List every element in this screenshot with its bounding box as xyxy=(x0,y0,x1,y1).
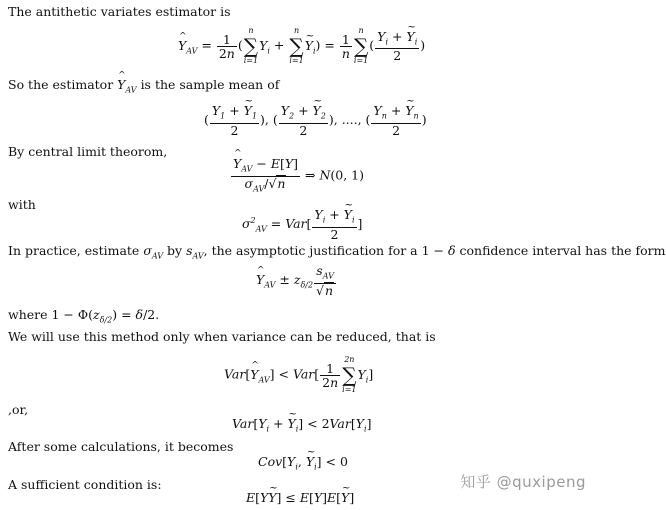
equation-estimator: ^ $Y_{AV}$ = $\frac{1}{2n}$ ( n ∑ i=1 $Y_i$ + n ∑ i=1 ~ $Y_i$) = $\frac{1}{n}$ n ∑ i=1 ( $\frac{Y_i + \sim Y_i}{2}$ ) xyxy=(178,26,425,66)
equation-var-sum: $Var[Y_i$ + ~ $Y_i] < 2Var[Y_i]$ xyxy=(232,417,371,437)
text-where: where $1 - \Phi(z_{\delta/2}) = \delta/2$. xyxy=(8,307,160,325)
text-variance-reduction: We will use this method only when variance can be reduced, that is xyxy=(8,329,436,344)
text-confidence-interval: In practice, estimate $\sigma_{AV}$ by $s_{AV}$, the asymptotic justification for a 1 − δ confidence interval has the form xyxy=(8,243,666,261)
equation-interval: ^ $Y_{AV} \pm z_{\delta/2}$ $\frac{s_{AV}}{√n}$ xyxy=(256,264,337,297)
text-sufficient: A sufficient condition is: xyxy=(8,477,162,492)
equation-variance: $\sigma^2_{AV} = Var$[ $\frac{Y_i + \sim Y_i}{2}$ ] xyxy=(242,208,362,241)
text-after-calc: After some calculations, it becomes xyxy=(8,439,234,454)
equation-inequality: Var[^ $Y_{AV}] < Var$[ $\frac{1}{2n}$ 2n ∑ i=1 $Y_i$] xyxy=(224,355,373,395)
text-sample-mean: So the estimator ^ $Y_{AV}$ is the sample mean of xyxy=(8,78,279,98)
equation-clt: ^ $\frac{Y_{AV} - E[Y]}{\sigma_{AV}/√n}$ ⇒ N(0, 1) xyxy=(230,157,364,195)
watermark: 知乎 @quxipeng xyxy=(460,473,586,491)
text-or: ,or, xyxy=(8,402,29,417)
text-clt: By central limit theorom, xyxy=(8,144,168,159)
text-with: with xyxy=(8,197,36,212)
equation-covariance: $Cov[Y_i$, ~ $Y_i] < 0$ xyxy=(258,455,348,475)
text-intro: The antithetic variates estimator is xyxy=(8,4,231,19)
equation-pairs: ( $\frac{Y_1 + \sim Y_1}{2}$ ), ( $\frac{Y_2 + \sim Y_2}{2}$ ), ...., ( $\frac{Y_n + \sim Y_n}{2}$ ) xyxy=(204,104,427,137)
equation-sufficient: E[Y~ Y] ≤ E[Y]E[~ Y] xyxy=(246,491,354,505)
